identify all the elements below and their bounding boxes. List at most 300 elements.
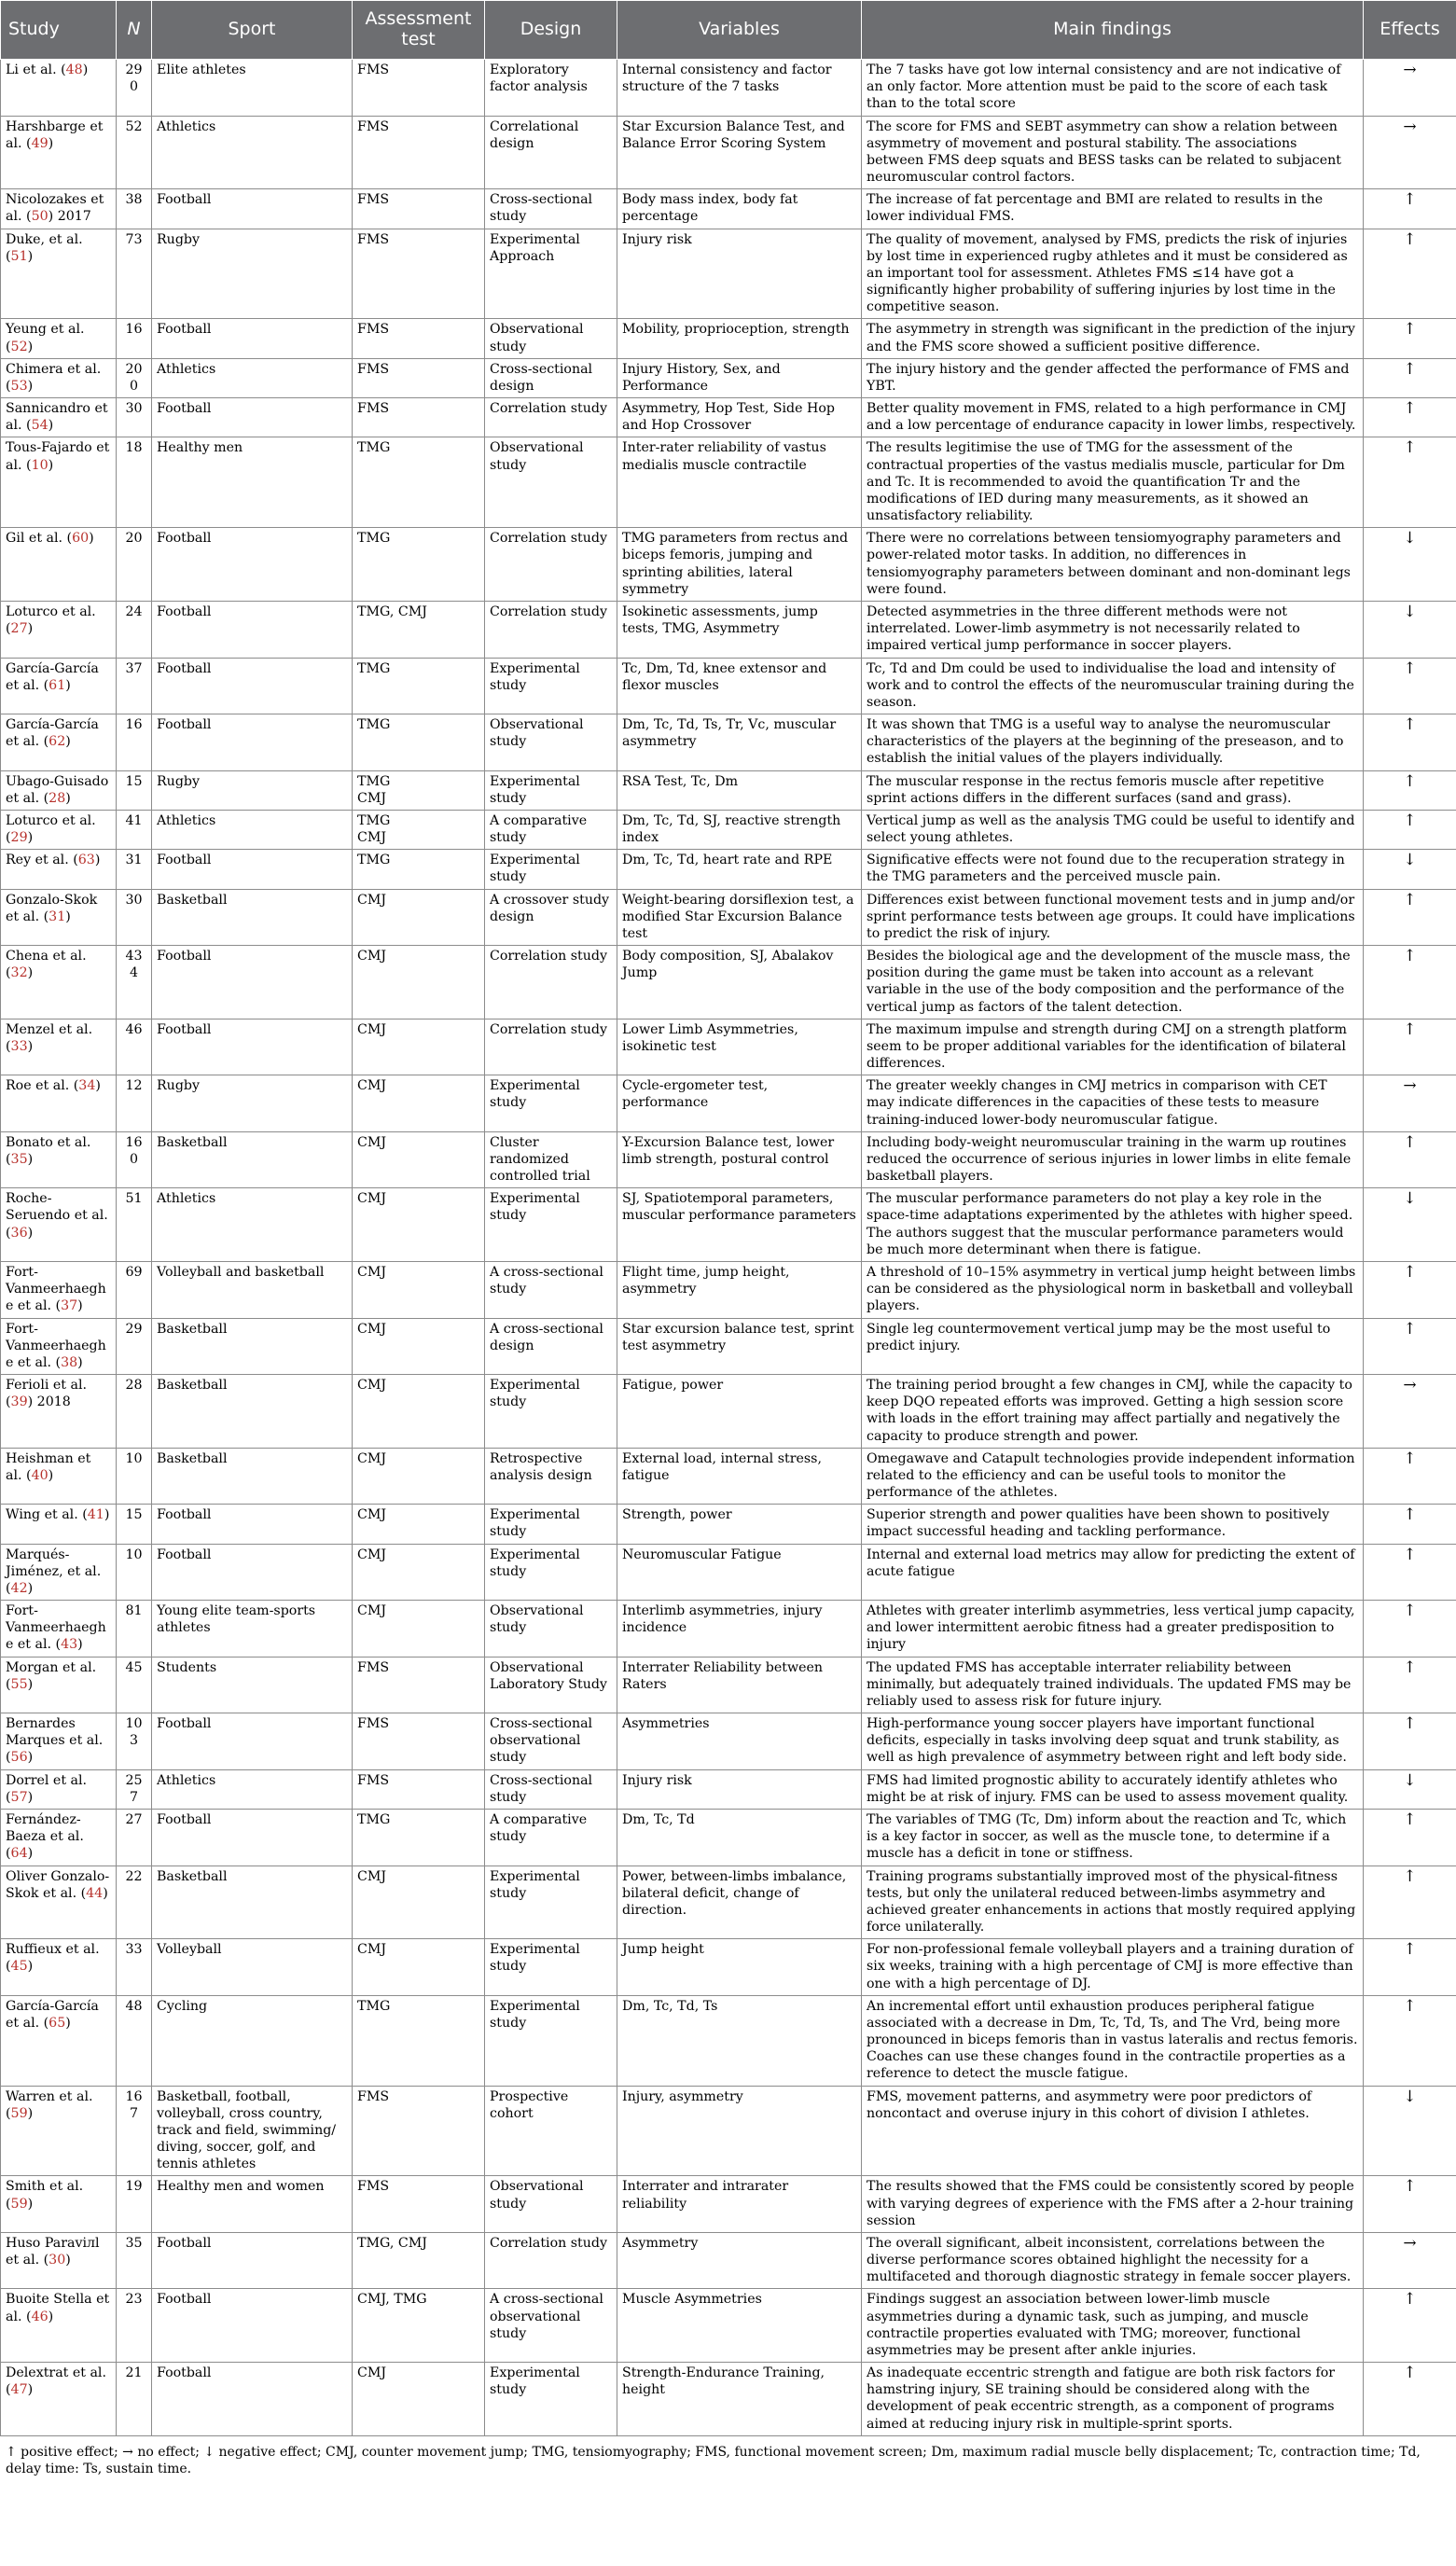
cell-effect: ↑ <box>1364 1939 1456 1996</box>
cell-design: Experimental study <box>485 1505 617 1544</box>
cell-design: Experimental Approach <box>485 229 617 319</box>
cell-assessment-test: CMJ, TMG <box>353 2289 485 2363</box>
cell-main-findings: Findings suggest an association between lower-limb muscle asymmetries during a dynamic task, such as jumping, and muscle contractile properties evaluated with TMG; moreover, functional asymmetries may be present after ankle injuries. <box>862 2289 1364 2363</box>
cell-study: Rey et al. (63) <box>1 850 117 889</box>
study-author: Buoite Stella et al. <box>6 2292 110 2324</box>
cell-variables: Body composition, SJ, Abalakov Jump <box>617 946 862 1019</box>
cell-sport: Football <box>152 601 353 658</box>
cell-effect: → <box>1364 1075 1456 1132</box>
cell-design: Prospective cohort <box>485 2086 617 2176</box>
study-author: Wing et al. <box>6 1507 78 1523</box>
cell-study: Roche-Seruendo et al. (36) <box>1 1188 117 1262</box>
cell-variables: Dm, Tc, Td, Ts, Tr, Vc, muscular asymmetry <box>617 714 862 771</box>
table-row <box>1 1019 1456 1075</box>
cell-assessment-test: TMG CMJ <box>353 810 485 849</box>
table-row <box>1 1188 1456 1262</box>
cell-assessment-test: FMS <box>353 2086 485 2176</box>
cell-assessment-test: TMG <box>353 850 485 889</box>
header-assessment-test: Assessment test <box>353 1 485 60</box>
cell-design: A cross-sectional design <box>485 1318 617 1375</box>
cell-design: Correlation study <box>485 1019 617 1075</box>
study-ref: 28 <box>49 790 66 806</box>
cell-n: 81 <box>117 1601 152 1657</box>
study-ref: 53 <box>10 378 28 394</box>
cell-effect: ↑ <box>1364 1505 1456 1544</box>
cell-study: Duke, et al. (51) <box>1 229 117 319</box>
study-author: García-García et al. <box>6 1998 99 2031</box>
header-effects: Effects <box>1364 1 1456 60</box>
study-author: Warren et al. <box>6 2088 93 2104</box>
study-author: Nicolozakes et al. <box>6 192 104 225</box>
cell-main-findings: The asymmetry in strength was significant in the prediction of the injury and the FMS score showed a sufficient positive difference. <box>862 319 1364 358</box>
cell-sport: Basketball <box>152 1375 353 1449</box>
cell-sport: Football <box>152 2289 353 2363</box>
cell-n: 290 <box>117 60 152 117</box>
table-row <box>1 1075 1456 1132</box>
cell-effect: → <box>1364 116 1456 189</box>
cell-sport: Athletics <box>152 810 353 849</box>
study-ref: 50 <box>31 209 49 225</box>
cell-n: 16 <box>117 714 152 771</box>
cell-main-findings: The quality of movement, analysed by FMS, predicts the risk of injuries by lost time in experienced rugby athletes and it must be considered as an important tool for assessment. Athletes FMS ≤14 have got a significantly higher probability of suffering injuries by lost time in the competitive season. <box>862 229 1364 319</box>
cell-main-findings: It was shown that TMG is a useful way to analyse the neuromuscular characteristics of the players at the beginning of the preseason, and to establish the initial values of the players individually. <box>862 714 1364 771</box>
study-author: Ferioli et al. <box>6 1378 88 1394</box>
table-row <box>1 946 1456 1019</box>
cell-sport: Basketball <box>152 889 353 946</box>
cell-study: García-García et al. (62) <box>1 714 117 771</box>
cell-effect: ↑ <box>1364 658 1456 714</box>
cell-n: 16 <box>117 319 152 358</box>
cell-sport: Football <box>152 714 353 771</box>
study-ref: 59 <box>10 2196 28 2212</box>
cell-variables: Neuromuscular Fatigue <box>617 1544 862 1601</box>
cell-design: A comparative study <box>485 810 617 849</box>
cell-effect: ↑ <box>1364 319 1456 358</box>
study-ref: 47 <box>10 2382 28 2398</box>
cell-assessment-test: CMJ <box>353 1866 485 1939</box>
cell-assessment-test: TMG CMJ <box>353 770 485 810</box>
cell-effect: ↑ <box>1364 1866 1456 1939</box>
cell-n: 41 <box>117 810 152 849</box>
cell-design: A comparative study <box>485 1809 617 1866</box>
cell-study: García-García et al. (61) <box>1 658 117 714</box>
study-ref: 40 <box>31 1467 49 1483</box>
table-footnote: ↑ positive effect; → no effect; ↓ negative effect; CMJ, counter movement jump; TMG, tensiomyography; FMS, functional movement screen; Dm, maximum radial muscle belly displacement; Tc, contraction time; Td, delay time: Ts, sustain time. <box>6 2444 1421 2477</box>
cell-design: Observational study <box>485 319 617 358</box>
cell-main-findings: Single leg countermovement vertical jump may be the most useful to predict injury. <box>862 1318 1364 1375</box>
cell-study: Delextrat et al. (47) <box>1 2363 117 2436</box>
study-author: Loturco et al. <box>6 812 96 828</box>
table-row <box>1 1657 1456 1713</box>
cell-effect: ↑ <box>1364 946 1456 1019</box>
cell-n: 48 <box>117 1995 152 2086</box>
cell-assessment-test: FMS <box>353 319 485 358</box>
cell-assessment-test: TMG <box>353 528 485 602</box>
study-author: Fort-Vanmeerhaeghe et al. <box>6 1265 106 1314</box>
cell-main-findings: Differences exist between functional movement tests and in jump and/or sprint performance tests between age groups. It could have implications to predict the risk of injury. <box>862 889 1364 946</box>
table-row <box>1 810 1456 849</box>
cell-sport: Football <box>152 1809 353 1866</box>
cell-n: 29 <box>117 1318 152 1375</box>
cell-variables: Dm, Tc, Td, heart rate and RPE <box>617 850 862 889</box>
table-row <box>1 889 1456 946</box>
study-author: García-García et al. <box>6 717 99 750</box>
cell-main-findings: Training programs substantially improved most of the physical-fitness tests, but only the unilateral reduced between-limbs asymmetry and achieved greater enhancements in actions that mostly required applying force unilaterally. <box>862 1866 1364 1939</box>
study-author: Morgan et al. <box>6 1659 97 1675</box>
header-design: Design <box>485 1 617 60</box>
cell-n: 19 <box>117 2176 152 2233</box>
cell-n: 37 <box>117 658 152 714</box>
cell-study: Menzel et al. (33) <box>1 1019 117 1075</box>
table-row <box>1 319 1456 358</box>
study-ref: 30 <box>49 2253 66 2268</box>
cell-study: Smith et al. (59) <box>1 2176 117 2233</box>
cell-n: 51 <box>117 1188 152 1262</box>
cell-variables: Muscle Asymmetries <box>617 2289 862 2363</box>
table-row <box>1 1601 1456 1657</box>
cell-n: 103 <box>117 1713 152 1770</box>
table-row <box>1 1375 1456 1449</box>
header-study: Study <box>1 1 117 60</box>
table-row <box>1 1544 1456 1601</box>
study-author: Delextrat et al. <box>6 2365 106 2381</box>
cell-main-findings: The overall significant, albeit inconsistent, correlations between the diverse performance scores obtained highlight the necessity for a multifaceted and thorough diagnostic strategy in female soccer players. <box>862 2232 1364 2289</box>
study-author: Tous-Fajardo et al. <box>6 440 110 473</box>
cell-sport: Cycling <box>152 1995 353 2086</box>
study-ref: 46 <box>31 2309 49 2324</box>
cell-variables: Y-Excursion Balance test, lower limb strength, postural control <box>617 1131 862 1188</box>
cell-variables: SJ, Spatiotemporal parameters, muscular performance parameters <box>617 1188 862 1262</box>
cell-assessment-test: CMJ <box>353 2363 485 2436</box>
cell-study: Fort-Vanmeerhaeghe et al. (43) <box>1 1601 117 1657</box>
cell-study: Morgan et al. (55) <box>1 1657 117 1713</box>
cell-main-findings: The greater weekly changes in CMJ metrics in comparison with CET may indicate differences in the capacities of these tests to measure training-induced lower-body neuromuscular fatigue. <box>862 1075 1364 1132</box>
table-row <box>1 2086 1456 2176</box>
cell-assessment-test: CMJ <box>353 1505 485 1544</box>
cell-n: 69 <box>117 1262 152 1319</box>
cell-sport: Elite athletes <box>152 60 353 117</box>
cell-effect: ↑ <box>1364 2363 1456 2436</box>
cell-variables: Injury History, Sex, and Performance <box>617 358 862 397</box>
cell-sport: Students <box>152 1657 353 1713</box>
cell-variables: RSA Test, Tc, Dm <box>617 770 862 810</box>
cell-sport: Football <box>152 1019 353 1075</box>
study-ref: 51 <box>10 248 28 264</box>
study-author: Ubago-Guisado et al. <box>6 773 109 806</box>
cell-variables: Star Excursion Balance Test, and Balance Error Scoring System <box>617 116 862 189</box>
table-row <box>1 116 1456 189</box>
cell-main-findings: Better quality movement in FMS, related to a high performance in CMJ and a low percentage of endurance capacity in lower limbs, respectively. <box>862 398 1364 437</box>
cell-sport: Basketball, football, volleyball, cross country, track and field, swimming/ diving, soccer, golf, and tennis athletes <box>152 2086 353 2176</box>
cell-study: Fort-Vanmeerhaeghe et al. (37) <box>1 1262 117 1319</box>
study-ref: 48 <box>65 62 83 77</box>
cell-design: Cross-sectional study <box>485 1769 617 1809</box>
table-row <box>1 1995 1456 2086</box>
cell-variables: Fatigue, power <box>617 1375 862 1449</box>
cell-main-findings: The results showed that the FMS could be consistently scored by people with varying degrees of experience with the FMS after a 2-hour training session <box>862 2176 1364 2233</box>
cell-study: Harshbarge et al. (49) <box>1 116 117 189</box>
cell-variables: Internal consistency and factor structure of the 7 tasks <box>617 60 862 117</box>
cell-assessment-test: FMS <box>353 229 485 319</box>
cell-variables: Cycle-ergometer test, performance <box>617 1075 862 1132</box>
cell-design: Experimental study <box>485 658 617 714</box>
cell-sport: Athletics <box>152 1769 353 1809</box>
cell-sport: Football <box>152 1544 353 1601</box>
table-row <box>1 528 1456 602</box>
cell-main-findings: Besides the biological age and the development of the muscle mass, the position during the game must be taken into account as a relevant variable in the use of the body composition and the performance of the vertical jump as factors of the talent detection. <box>862 946 1364 1019</box>
cell-variables: Strength-Endurance Training, height <box>617 2363 862 2436</box>
cell-sport: Football <box>152 398 353 437</box>
cell-design: Experimental study <box>485 1866 617 1939</box>
study-ref: 31 <box>49 909 66 924</box>
cell-variables: Interrater and intrarater reliability <box>617 2176 862 2233</box>
cell-assessment-test: FMS <box>353 60 485 117</box>
study-ref: 39 <box>10 1394 28 1410</box>
study-author: Fort-Vanmeerhaeghe et al. <box>6 1321 106 1370</box>
cell-effect: ↑ <box>1364 1448 1456 1505</box>
cell-assessment-test: CMJ <box>353 889 485 946</box>
table-row <box>1 1769 1456 1809</box>
cell-study: Sannicandro et al. (54) <box>1 398 117 437</box>
study-ref: 63 <box>77 853 95 868</box>
cell-effect: ↑ <box>1364 1318 1456 1375</box>
study-author: Menzel et al. <box>6 1021 93 1037</box>
cell-effect: → <box>1364 2232 1456 2289</box>
cell-assessment-test: FMS <box>353 1713 485 1770</box>
cell-variables: Strength, power <box>617 1505 862 1544</box>
cell-n: 22 <box>117 1866 152 1939</box>
cell-effect: ↑ <box>1364 2176 1456 2233</box>
study-ref: 52 <box>10 339 28 354</box>
cell-main-findings: Detected asymmetries in the three different methods were not interrelated. Lower-limb asymmetry is not necessarily related to impaired vertical jump performance in soccer players. <box>862 601 1364 658</box>
cell-assessment-test: CMJ <box>353 1375 485 1449</box>
cell-n: 23 <box>117 2289 152 2363</box>
cell-design: Experimental study <box>485 1375 617 1449</box>
cell-assessment-test: CMJ <box>353 946 485 1019</box>
cell-variables: Jump height <box>617 1939 862 1996</box>
cell-assessment-test: CMJ <box>353 1601 485 1657</box>
cell-main-findings: The training period brought a few changes in CMJ, while the capacity to keep DQO repeated efforts was improved. Getting a high session score with loads in the effort training may affect partially and negatively the capacity to produce strength and power. <box>862 1375 1364 1449</box>
study-ref: 32 <box>10 965 28 981</box>
cell-effect: ↑ <box>1364 1995 1456 2086</box>
cell-assessment-test: CMJ <box>353 1188 485 1262</box>
cell-study: Oliver Gonzalo-Skok et al. (44) <box>1 1866 117 1939</box>
study-ref: 42 <box>10 1580 28 1596</box>
cell-main-findings: Superior strength and power qualities have been shown to positively impact successful heading and tackling performance. <box>862 1505 1364 1544</box>
cell-design: Retrospective analysis design <box>485 1448 617 1505</box>
study-ref: 10 <box>31 457 49 473</box>
cell-study: Gil et al. (60) <box>1 528 117 602</box>
cell-effect: ↓ <box>1364 850 1456 889</box>
cell-n: 28 <box>117 1375 152 1449</box>
cell-sport: Healthy men and women <box>152 2176 353 2233</box>
cell-design: Observational study <box>485 2176 617 2233</box>
cell-assessment-test: FMS <box>353 1657 485 1713</box>
cell-sport: Football <box>152 189 353 229</box>
cell-variables: Tc, Dm, Td, knee extensor and flexor muscles <box>617 658 862 714</box>
table-row <box>1 189 1456 229</box>
table-row <box>1 770 1456 810</box>
cell-n: 167 <box>117 2086 152 2176</box>
cell-study: Wing et al. (41) <box>1 1505 117 1544</box>
cell-n: 35 <box>117 2232 152 2289</box>
cell-effect: ↑ <box>1364 398 1456 437</box>
cell-study: Ruffieux et al. (45) <box>1 1939 117 1996</box>
cell-main-findings: The increase of fat percentage and BMI are related to results in the lower individual FMS. <box>862 189 1364 229</box>
cell-effect: ↓ <box>1364 2086 1456 2176</box>
cell-n: 160 <box>117 1131 152 1188</box>
cell-study: Buoite Stella et al. (46) <box>1 2289 117 2363</box>
cell-sport: Football <box>152 1505 353 1544</box>
cell-variables: Flight time, jump height, asymmetry <box>617 1262 862 1319</box>
cell-variables: External load, internal stress, fatigue <box>617 1448 862 1505</box>
cell-main-findings: There were no correlations between tensiomyography parameters and power-related motor tasks. In addition, no differences in tensiomyography parameters between dominant and non-dominant legs were found. <box>862 528 1364 602</box>
cell-n: 52 <box>117 116 152 189</box>
cell-n: 24 <box>117 601 152 658</box>
cell-n: 46 <box>117 1019 152 1075</box>
cell-study: Heishman et al. (40) <box>1 1448 117 1505</box>
study-ref: 64 <box>10 1846 28 1862</box>
cell-effect: ↑ <box>1364 770 1456 810</box>
cell-main-findings: The variables of TMG (Tc, Dm) inform about the reaction and Tc, which is a key factor in soccer, as well as the muscle tone, to determine if a muscle has a deficit in tone or stiffness. <box>862 1809 1364 1866</box>
study-author: Duke, et al. <box>6 231 83 247</box>
study-author: Oliver Gonzalo-Skok et al. <box>6 1868 110 1901</box>
study-author: Chimera et al. <box>6 361 102 377</box>
cell-design: Correlation study <box>485 528 617 602</box>
table-row <box>1 1505 1456 1544</box>
cell-variables: Asymmetry <box>617 2232 862 2289</box>
cell-study: Nicolozakes et al. (50) 2017 <box>1 189 117 229</box>
cell-sport: Volleyball <box>152 1939 353 1996</box>
study-ref: 37 <box>61 1298 78 1314</box>
cell-design: Cross-sectional design <box>485 358 617 397</box>
study-author: García-García et al. <box>6 660 99 693</box>
cell-effect: ↓ <box>1364 1769 1456 1809</box>
cell-main-findings: Tc, Td and Dm could be used to individualise the load and intensity of work and to control the effects of the neuromuscular training during the season. <box>862 658 1364 714</box>
cell-study: Chimera et al. (53) <box>1 358 117 397</box>
cell-n: 27 <box>117 1809 152 1866</box>
cell-n: 12 <box>117 1075 152 1132</box>
cell-study: Li et al. (48) <box>1 60 117 117</box>
cell-study: Loturco et al. (29) <box>1 810 117 849</box>
study-ref: 62 <box>49 734 66 750</box>
cell-main-findings: The results legitimise the use of TMG for the assessment of the contractual properties of the vastus medialis muscle, particular for Dm and Tc. It is recommended to avoid the quantification Tr and the modifications of IED during many measurements, as it showed an unsatisfactory reliability. <box>862 437 1364 528</box>
cell-sport: Rugby <box>152 1075 353 1132</box>
cell-main-findings: High-performance young soccer players have important functional deficits, especially in tasks involving deep squat and trunk stability, as well as high prevalence of asymmetry between right and left body side. <box>862 1713 1364 1770</box>
study-ref: 44 <box>86 1885 104 1901</box>
cell-n: 73 <box>117 229 152 319</box>
table-row <box>1 398 1456 437</box>
study-author: Loturco et al. <box>6 603 96 619</box>
study-author: Fernández-Baeza et al. <box>6 1811 84 1845</box>
study-ref: 55 <box>10 1676 28 1692</box>
cell-design: Correlation study <box>485 2232 617 2289</box>
cell-sport: Football <box>152 946 353 1019</box>
cell-design: Correlational design <box>485 116 617 189</box>
cell-assessment-test: FMS <box>353 358 485 397</box>
cell-variables: Inter-rater reliability of vastus medialis muscle contractile <box>617 437 862 528</box>
header-n: N <box>117 1 152 60</box>
cell-effect: ↑ <box>1364 2289 1456 2363</box>
header-main-findings: Main findings <box>862 1 1364 60</box>
study-ref: 29 <box>10 830 28 846</box>
cell-study: Bonato et al. (35) <box>1 1131 117 1188</box>
cell-main-findings: The updated FMS has acceptable interrater reliability between minimally, but adequately trained individuals. The updated FMS may be reliably used to assess risk for future injury. <box>862 1657 1364 1713</box>
cell-assessment-test: FMS <box>353 116 485 189</box>
cell-variables: Body mass index, body fat percentage <box>617 189 862 229</box>
study-ref: 54 <box>31 418 49 434</box>
cell-study: Fernández-Baeza et al. (64) <box>1 1809 117 1866</box>
study-ref: 59 <box>10 2105 28 2121</box>
table-row <box>1 1131 1456 1188</box>
header-sport: Sport <box>152 1 353 60</box>
cell-assessment-test: FMS <box>353 2176 485 2233</box>
cell-sport: Athletics <box>152 116 353 189</box>
cell-main-findings: A threshold of 10–15% asymmetry in vertical jump height between limbs can be considered as the physiological norm in basketball and volleyball players. <box>862 1262 1364 1319</box>
study-author: Smith et al. <box>6 2179 84 2195</box>
cell-main-findings: The maximum impulse and strength during CMJ on a strength platform seem to be proper additional variables for the identification of bilateral differences. <box>862 1019 1364 1075</box>
cell-main-findings: As inadequate eccentric strength and fatigue are both risk factors for hamstring injury, SE training should be considered along with the development of peak eccentric strength, as a component of programs aimed at reducing injury risk in multiple-sprint sports. <box>862 2363 1364 2436</box>
cell-sport: Football <box>152 528 353 602</box>
cell-effect: ↑ <box>1364 358 1456 397</box>
cell-design: Cross-sectional observational study <box>485 1713 617 1770</box>
study-author: Yeung et al. <box>6 322 85 338</box>
cell-n: 15 <box>117 1505 152 1544</box>
study-author: Heishman et al. <box>6 1450 91 1483</box>
study-year: 2017 <box>57 209 91 225</box>
cell-main-findings: FMS had limited prognostic ability to accurately identify athletes who might be at risk of injury. FMS can be used to assess movement quality. <box>862 1769 1364 1809</box>
cell-assessment-test: FMS <box>353 1769 485 1809</box>
header-row <box>1 1 1456 60</box>
cell-design: Correlation study <box>485 946 617 1019</box>
study-ref: 41 <box>87 1507 104 1523</box>
cell-assessment-test: CMJ <box>353 1262 485 1319</box>
cell-design: Experimental study <box>485 850 617 889</box>
cell-variables: Dm, Tc, Td, Ts <box>617 1995 862 2086</box>
cell-assessment-test: TMG <box>353 1995 485 2086</box>
cell-effect: ↑ <box>1364 1713 1456 1770</box>
cell-design: Observational study <box>485 1601 617 1657</box>
study-author: Sannicandro et al. <box>6 401 108 434</box>
cell-n: 21 <box>117 2363 152 2436</box>
cell-effect: ↑ <box>1364 1262 1456 1319</box>
cell-sport: Basketball <box>152 1448 353 1505</box>
header-variables: Variables <box>617 1 862 60</box>
study-author: Rey et al. <box>6 853 69 868</box>
cell-variables: Asymmetry, Hop Test, Side Hop and Hop Crossover <box>617 398 862 437</box>
cell-sport: Athletics <box>152 358 353 397</box>
study-author: Ruffieux et al. <box>6 1942 100 1958</box>
cell-sport: Volleyball and basketball <box>152 1262 353 1319</box>
cell-sport: Football <box>152 1713 353 1770</box>
cell-sport: Football <box>152 658 353 714</box>
cell-effect: ↓ <box>1364 1188 1456 1262</box>
table-row <box>1 601 1456 658</box>
cell-design: Observational study <box>485 437 617 528</box>
study-ref: 65 <box>49 2015 66 2031</box>
cell-main-findings: The muscular performance parameters do not play a key role in the space-time adaptations experimented by the athletes with higher speed. The authors suggest that the muscular performance parameters would be much more determinant when there is fatigue. <box>862 1188 1364 1262</box>
cell-design: Experimental study <box>485 770 617 810</box>
cell-main-findings: Including body-weight neuromuscular training in the warm up routines reduced the occurrence of serious injuries in lower limbs in elite female basketball players. <box>862 1131 1364 1188</box>
study-author: Li et al. <box>6 62 57 77</box>
cell-assessment-test: CMJ <box>353 1318 485 1375</box>
cell-sport: Basketball <box>152 1866 353 1939</box>
cell-design: Cluster randomized controlled trial <box>485 1131 617 1188</box>
cell-sport: Basketball <box>152 1131 353 1188</box>
cell-variables: Interrater Reliability between Raters <box>617 1657 862 1713</box>
study-ref: 35 <box>10 1151 28 1167</box>
cell-n: 30 <box>117 889 152 946</box>
